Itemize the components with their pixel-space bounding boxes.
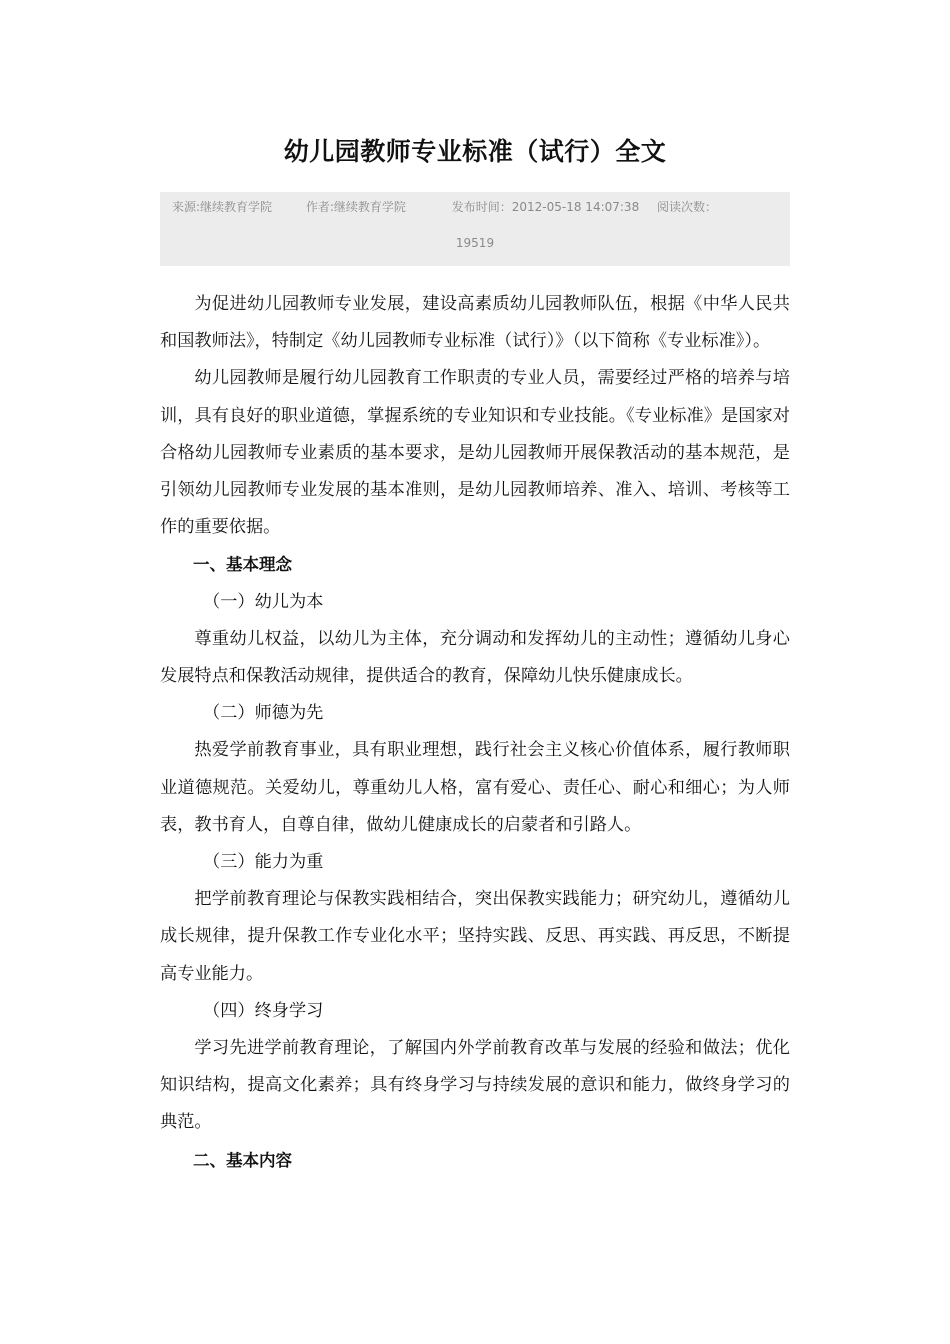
subsection-heading: （四）终身学习 [203, 1000, 324, 1021]
section-heading: 一、基本理念 [193, 555, 292, 575]
subsection-heading: （三）能力为重 [203, 852, 324, 873]
subsection-heading: （一）幼儿为本 [203, 591, 324, 612]
meta-author: 作者:继续教育学院 [305, 200, 406, 214]
section-heading: 二、基本内容 [193, 1150, 292, 1170]
meta-reads-label: 阅读次数： [657, 200, 718, 214]
meta-reads-count: 19519 [455, 236, 495, 250]
intro-paragraph: 幼儿园教师是履行幼儿园教育工作职责的专业人员，需要经过严格的培养与培训，具有良好的职业道德，掌握系统的专业知识和专业技能。《专业标准》是国家对合格幼儿园教师专业素质的基本要求，是幼儿园教师开展保教活动的基本规范，是引领幼儿园教师专业发展的基本准则，是幼儿园教师培养、准入、培训、考核等工作的重要依据。 [160, 368, 790, 538]
article-title: 幼儿园教师专业标准（试行）全文 [283, 137, 667, 166]
subsection-heading: （二）师德为先 [203, 703, 324, 724]
intro-paragraph: 为促进幼儿园教师专业发展，建设高素质幼儿园教师队伍，根据《中华人民共和国教师法》，特制定《幼儿园教师专业标准（试行）》（以下简称《专业标准》）。 [160, 294, 790, 352]
meta-line [172, 198, 717, 215]
meta-source: 来源:继续教育学院 [172, 200, 273, 214]
article-body [160, 286, 790, 1179]
article-meta [160, 192, 790, 266]
body-paragraph: 学习先进学前教育理论，了解国内外学前教育改革与发展的经验和做法；优化知识结构，提高文化素养；具有终身学习与持续发展的意识和能力，做终身学习的典范。 [160, 1038, 790, 1133]
body-paragraph: 把学前教育理论与保教实践相结合，突出保教实践能力；研究幼儿，遵循幼儿成长规律，提升保教工作专业化水平；坚持实践、反思、再实践、再反思，不断提高专业能力。 [160, 889, 790, 984]
body-paragraph: 热爱学前教育事业，具有职业理想，践行社会主义核心价值体系，履行教师职业道德规范。关爱幼儿，尊重幼儿人格，富有爱心、责任心、耐心和细心；为人师表，教书育人，自尊自律，做幼儿健康成长的启蒙者和引路人。 [160, 740, 790, 835]
meta-published-time: 发布时间：2012-05-18 14:07:38 [451, 200, 640, 214]
body-paragraph: 尊重幼儿权益，以幼儿为主体，充分调动和发挥幼儿的主动性；遵循幼儿身心发展特点和保教活动规律，提供适合的教育，保障幼儿快乐健康成长。 [160, 628, 790, 687]
